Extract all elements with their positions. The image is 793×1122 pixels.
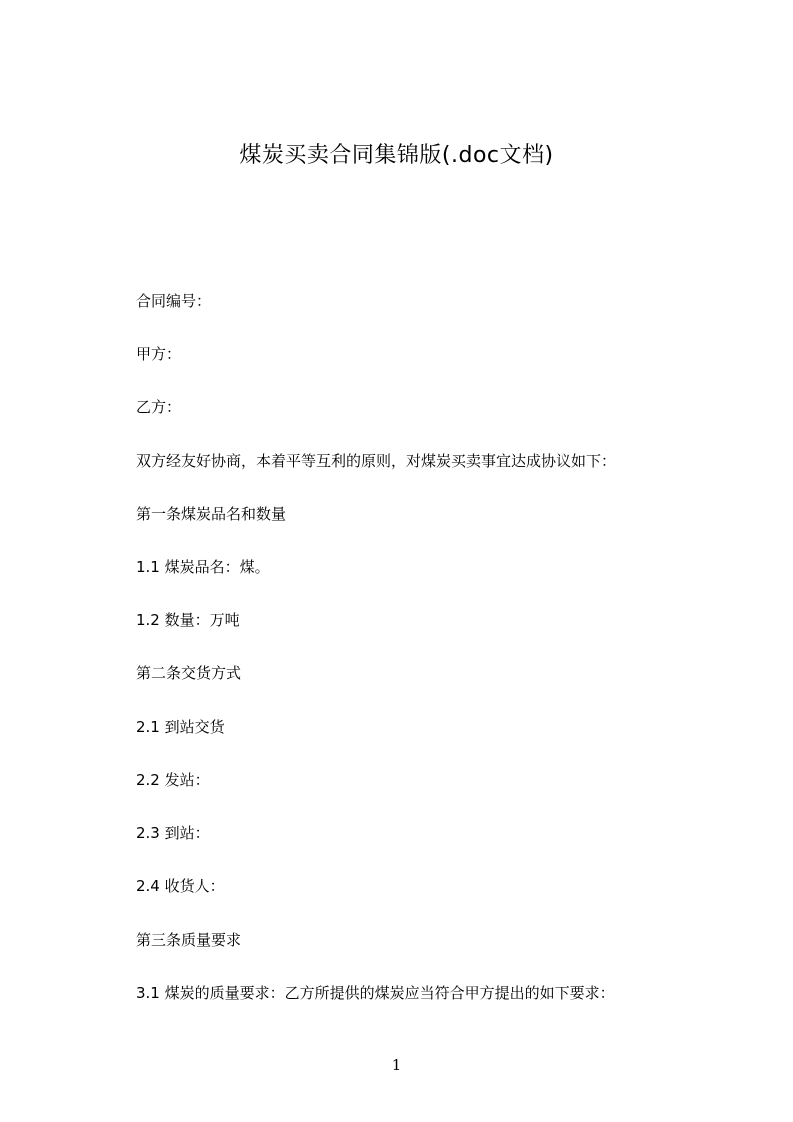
document-title: 煤炭买卖合同集锦版(.doc文档) [239, 143, 554, 168]
preamble-paragraph: 双方经友好协商，本着平等互利的原则，对煤炭买卖事宜达成协议如下： [136, 452, 617, 470]
clause-1-2: 1.2 数量：万吨 [136, 611, 240, 629]
clause-1-1: 1.1 煤炭品名：煤。 [136, 558, 270, 576]
clause-2-1: 2.1 到站交货 [136, 718, 225, 736]
clause-3-1: 3.1 煤炭的质量要求：乙方所提供的煤炭应当符合甲方提出的如下要求： [136, 984, 615, 1002]
page-number: 1 [391, 1056, 402, 1074]
clause-2-3: 2.3 到站： [136, 824, 210, 842]
article-2-heading: 第二条交货方式 [136, 664, 242, 682]
article-3-heading: 第三条质量要求 [136, 931, 242, 949]
article-1-heading: 第一条煤炭品名和数量 [136, 505, 287, 523]
clause-2-2: 2.2 发站： [136, 771, 210, 789]
party-a-label: 甲方： [136, 345, 182, 363]
contract-number-label: 合同编号： [136, 292, 212, 310]
party-b-label: 乙方： [136, 398, 182, 416]
clause-2-4: 2.4 收货人： [136, 877, 225, 895]
